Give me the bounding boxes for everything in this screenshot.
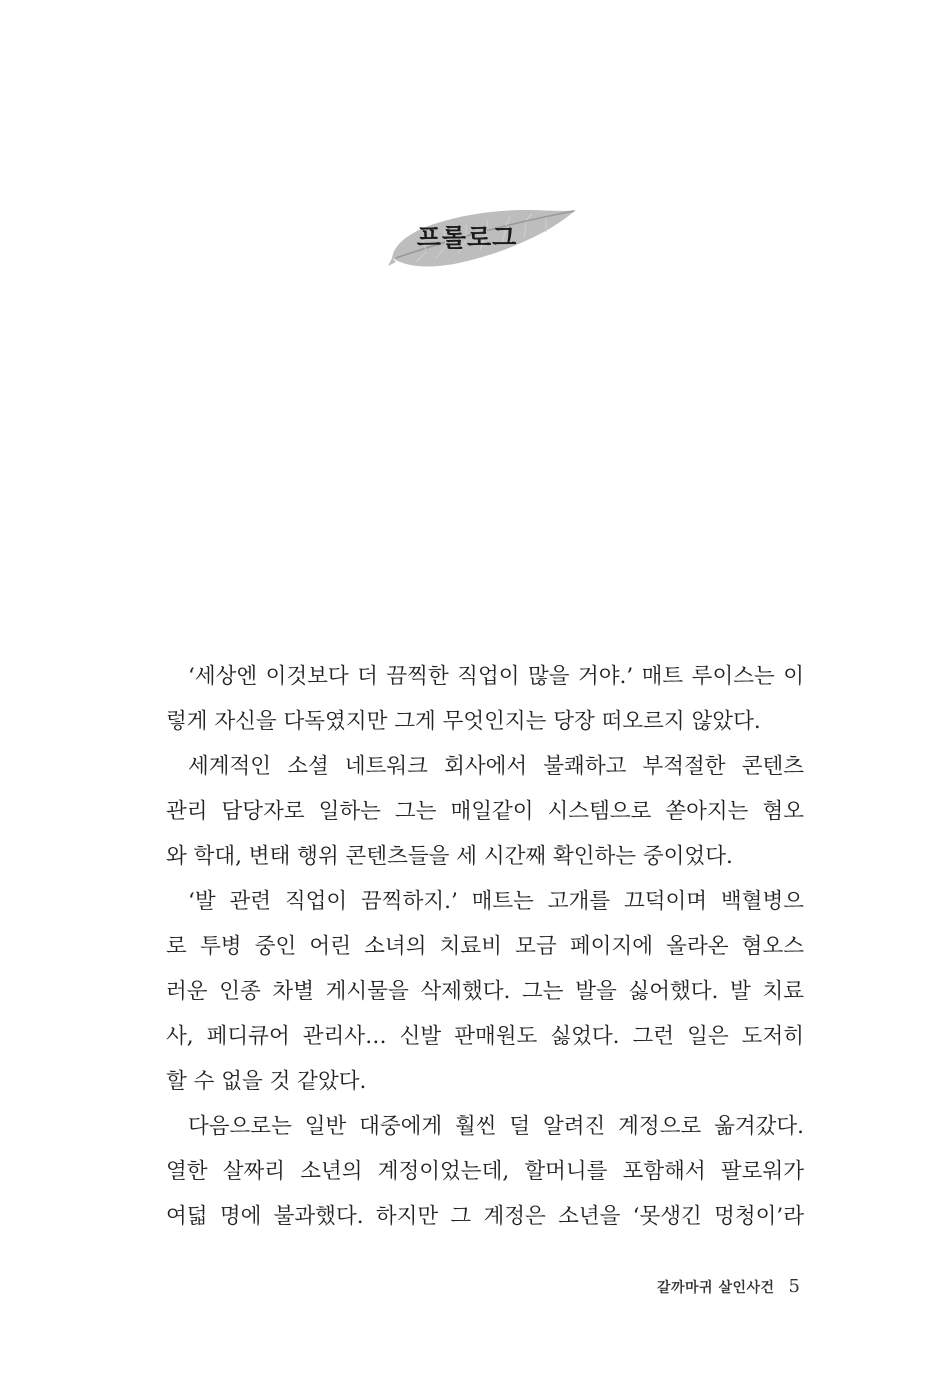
paragraph: [166, 1104, 804, 1239]
paragraph: [166, 879, 804, 1104]
body-text: [166, 654, 804, 1239]
chapter-heading: [386, 192, 582, 278]
running-footer: [600, 1276, 800, 1297]
text-line: 다음으로는 일반 대중에게 훨씬 덜 알려진 계정으로 옮겨갔다.: [188, 1114, 804, 1139]
text-line: 할 수 없을 것 같았다.: [166, 1069, 367, 1094]
text-line: 사, 페디큐어 관리사… 신발 판매원도 싫었다. 그런 일은 도저히: [166, 1024, 804, 1049]
text-line: 러운 인종 차별 게시물을 삭제했다. 그는 발을 싫어했다. 발 치료: [166, 979, 804, 1004]
paragraph: [166, 744, 804, 879]
text-line: ‘발 관련 직업이 끔찍하지.’ 매트는 고개를 끄덕이며 백혈병으: [188, 889, 804, 914]
text-line: ‘세상엔 이것보다 더 끔찍한 직업이 많을 거야.’ 매트 루이스는 이: [188, 664, 804, 689]
text-line: 와 학대, 변태 행위 콘텐츠들을 세 시간째 확인하는 중이었다.: [166, 844, 733, 869]
text-line: 여덟 명에 불과했다. 하지만 그 계정은 소년을 ‘못생긴 멍청이’라: [166, 1204, 804, 1229]
text-line: 로 투병 중인 어린 소녀의 치료비 모금 페이지에 올라온 혐오스: [166, 934, 804, 959]
text-line: 관리 담당자로 일하는 그는 매일같이 시스템으로 쏟아지는 혐오: [166, 799, 804, 824]
text-line: 열한 살짜리 소년의 계정이었는데, 할머니를 포함해서 팔로워가: [166, 1159, 804, 1184]
text-line: 렇게 자신을 다독였지만 그게 무엇인지는 당장 떠오르지 않았다.: [166, 709, 761, 734]
page-number: 5: [788, 1276, 800, 1297]
paragraph: [166, 654, 804, 744]
chapter-title: 프롤로그: [416, 223, 518, 252]
text-line: 세계적인 소셜 네트워크 회사에서 불쾌하고 부적절한 콘텐츠: [188, 754, 804, 779]
book-title: 갈까마귀 살인사건: [656, 1280, 775, 1296]
